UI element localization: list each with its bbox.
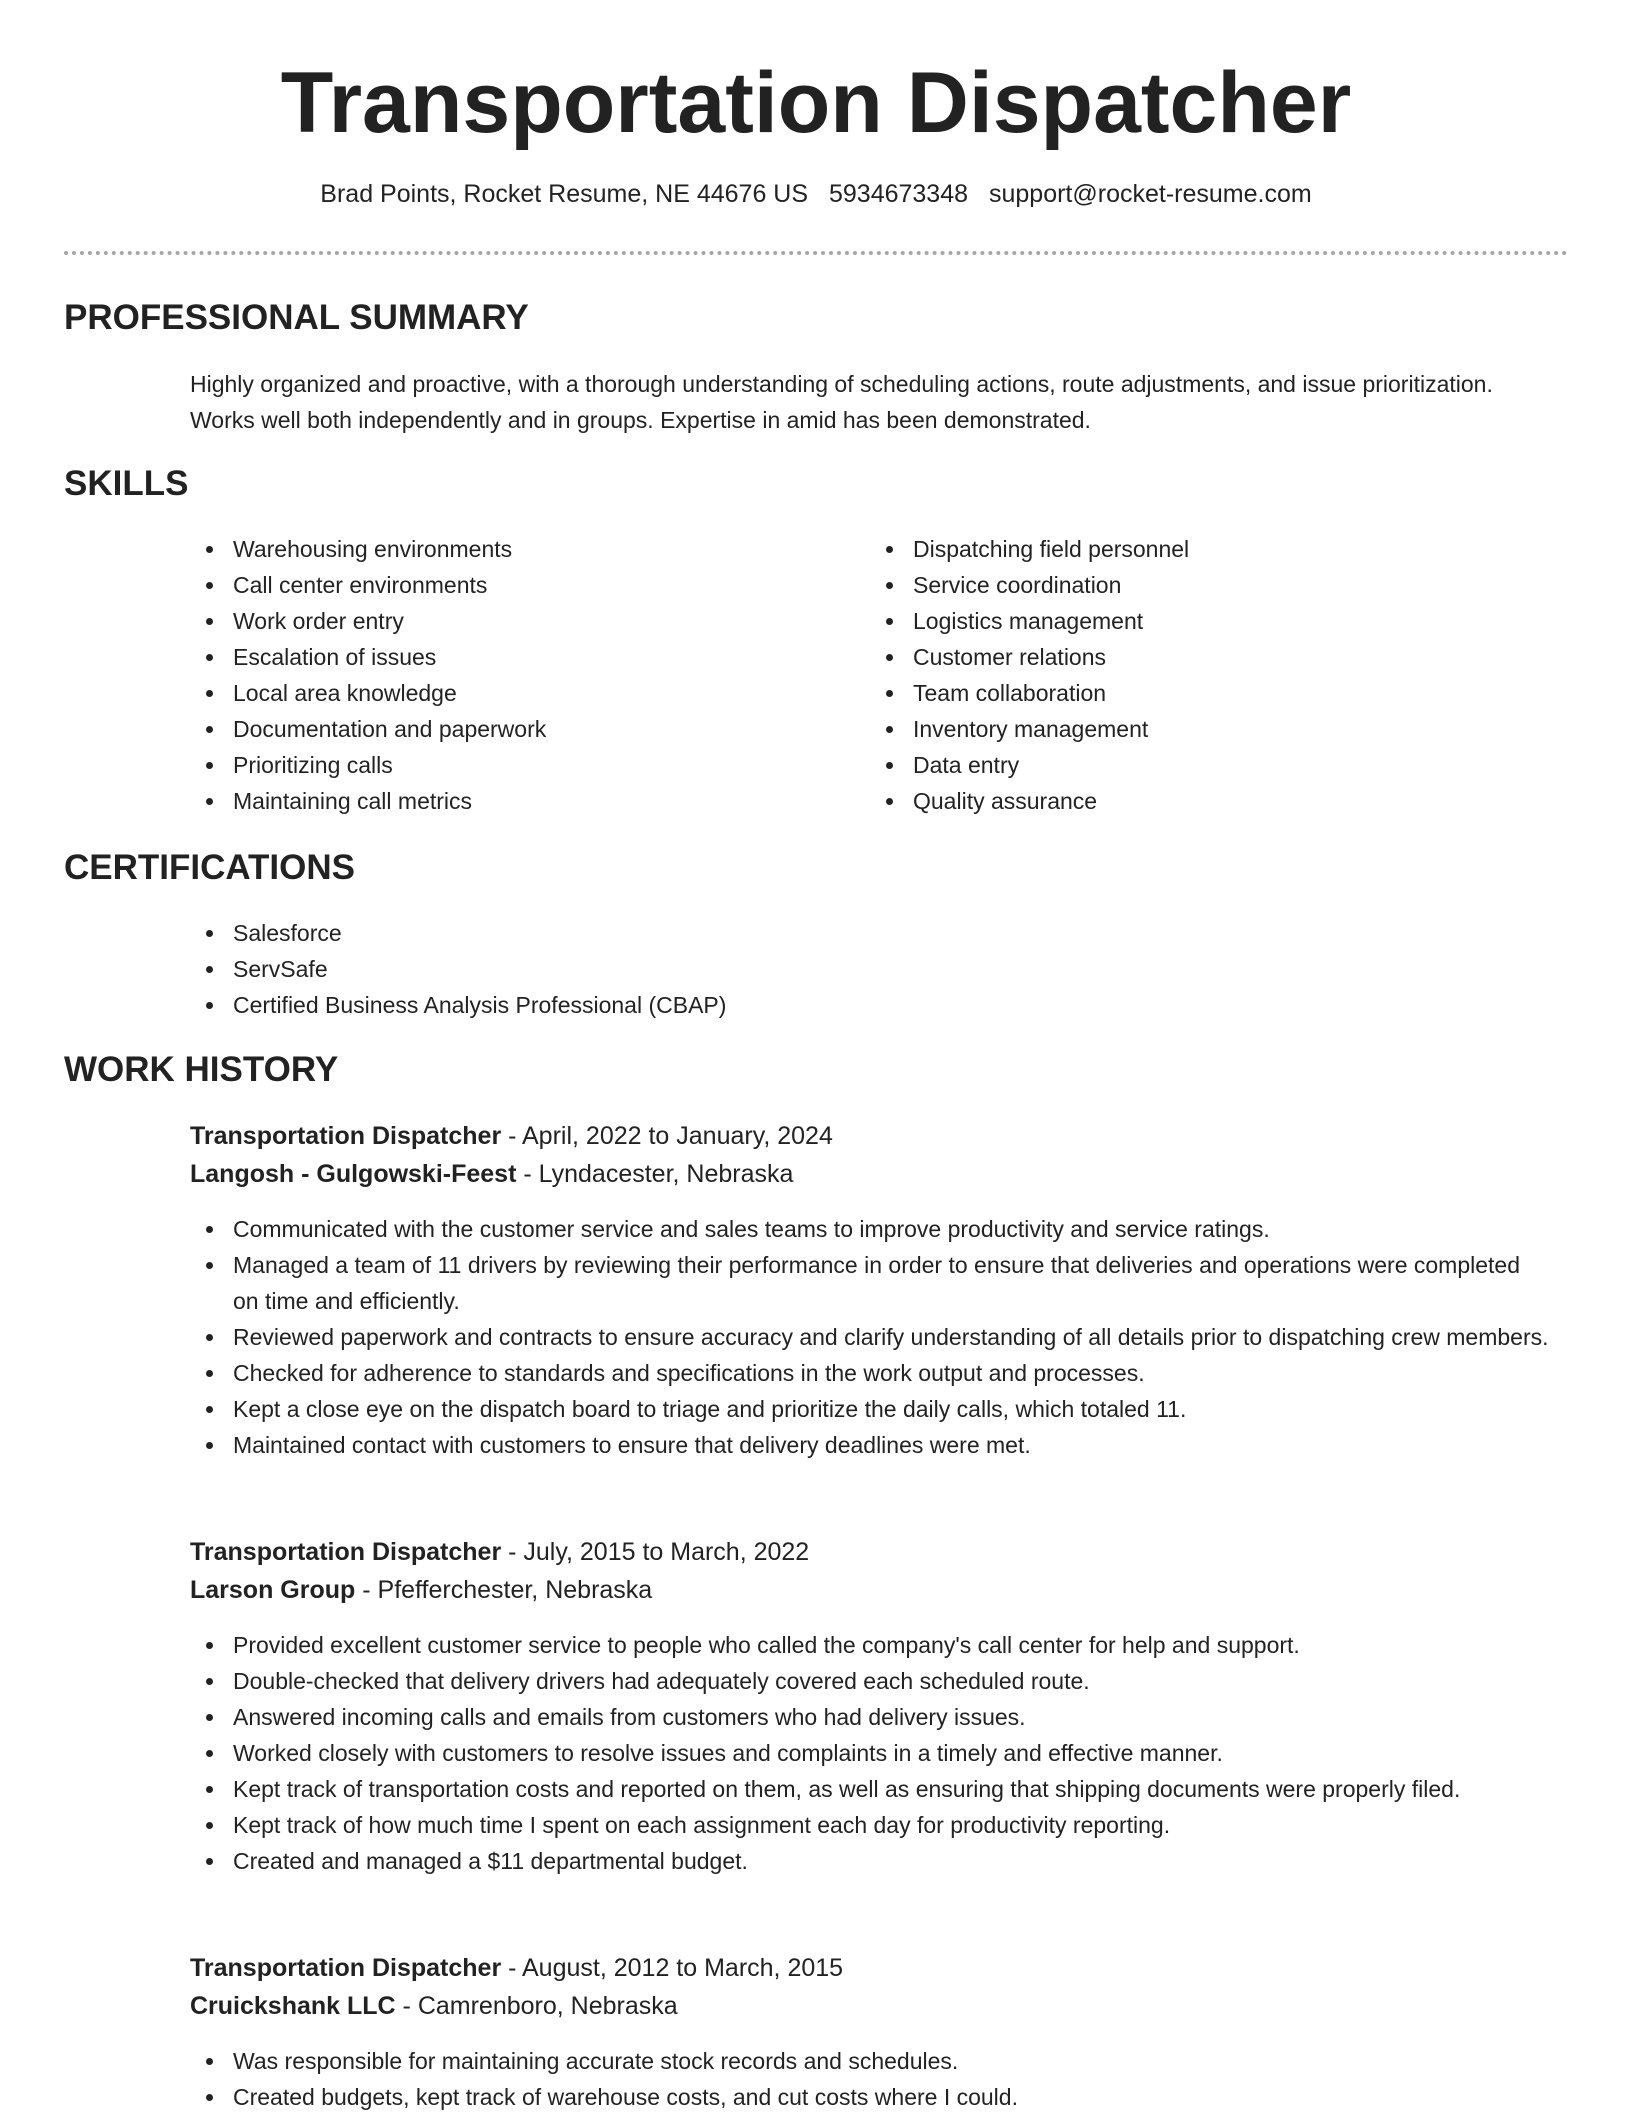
summary-heading: PROFESSIONAL SUMMARY xyxy=(64,298,529,337)
job-company: Langosh - Gulgowski-Feest xyxy=(190,1160,517,1188)
job-title-line xyxy=(190,1533,809,1571)
skill-item: Dispatching field personnel xyxy=(870,531,1530,567)
job-company-line xyxy=(190,1155,793,1193)
skill-item: Local area knowledge xyxy=(190,675,830,711)
job-location: - Lyndacester, Nebraska xyxy=(516,1160,794,1188)
job-bullets xyxy=(190,2043,1530,2115)
header-divider xyxy=(64,251,1568,255)
skill-item: Prioritizing calls xyxy=(190,747,830,783)
certification-item: Salesforce xyxy=(190,915,1530,951)
job-bullet: Provided excellent customer service to people who called the company's call center for help and support. xyxy=(190,1627,1530,1663)
job-title-line xyxy=(190,1117,833,1155)
skill-item: Team collaboration xyxy=(870,675,1530,711)
work-history-heading: WORK HISTORY xyxy=(64,1050,339,1089)
job-bullet: Kept a close eye on the dispatch board to triage and prioritize the daily calls, which totaled 11. xyxy=(190,1391,1550,1427)
job-company: Cruickshank LLC xyxy=(190,1992,396,2020)
job-bullet: Double-checked that delivery drivers had adequately covered each scheduled route. xyxy=(190,1663,1530,1699)
skill-item: Documentation and paperwork xyxy=(190,711,830,747)
job-bullets xyxy=(190,1627,1530,1879)
contact-email: support@rocket-resume.com xyxy=(988,180,1312,208)
job-location: - Camrenboro, Nebraska xyxy=(395,1992,678,2020)
skills-heading: SKILLS xyxy=(64,464,189,503)
skill-item: Service coordination xyxy=(870,567,1530,603)
skills-list-left xyxy=(190,531,830,819)
skills-list-right xyxy=(870,531,1530,819)
skill-item: Inventory management xyxy=(870,711,1530,747)
job-bullet: Kept track of how much time I spent on each assignment each day for productivity reporting. xyxy=(190,1807,1530,1843)
job-title-line xyxy=(190,1949,843,1987)
job-dates: - August, 2012 to March, 2015 xyxy=(501,1954,844,1982)
certification-item: ServSafe xyxy=(190,951,1530,987)
skill-item: Customer relations xyxy=(870,639,1530,675)
job-bullet: Kept track of transportation costs and reported on them, as well as ensuring that shipping documents were properly filed. xyxy=(190,1771,1530,1807)
job-bullet: Reviewed paperwork and contracts to ensure accuracy and clarify understanding of all details prior to dispatching crew members. xyxy=(190,1319,1550,1355)
certifications-list xyxy=(190,915,1530,1023)
summary-text: Highly organized and proactive, with a thorough understanding of scheduling actions, route adjustments, and issue prioritization. Works well both independently and in groups. Expertise in amid has been demonstrated. xyxy=(190,371,1493,433)
job-company-line xyxy=(190,1987,678,2025)
skill-item: Call center environments xyxy=(190,567,830,603)
job-company-line xyxy=(190,1571,652,1609)
skill-item: Data entry xyxy=(870,747,1530,783)
contact-phone: 5934673348 xyxy=(828,180,969,208)
job-dates: - April, 2022 to January, 2024 xyxy=(501,1122,833,1150)
certification-item: Certified Business Analysis Professional (CBAP) xyxy=(190,987,1530,1023)
skill-item: Warehousing environments xyxy=(190,531,830,567)
job-bullet: Maintained contact with customers to ensure that delivery deadlines were met. xyxy=(190,1427,1550,1463)
contact-address: Brad Points, Rocket Resume, NE 44676 US xyxy=(320,180,809,208)
skill-item: Logistics management xyxy=(870,603,1530,639)
job-bullets xyxy=(190,1211,1550,1463)
job-location: - Pfefferchester, Nebraska xyxy=(355,1576,653,1604)
certifications-heading: CERTIFICATIONS xyxy=(64,848,356,887)
job-title: Transportation Dispatcher xyxy=(190,1538,502,1566)
job-bullet: Answered incoming calls and emails from customers who had delivery issues. xyxy=(190,1699,1530,1735)
skill-item: Escalation of issues xyxy=(190,639,830,675)
job-bullet: Checked for adherence to standards and specifications in the work output and processes. xyxy=(190,1355,1550,1391)
job-bullet: Created and managed a $11 departmental budget. xyxy=(190,1843,1530,1879)
job-bullet: Was responsible for maintaining accurate stock records and schedules. xyxy=(190,2043,1530,2079)
job-dates: - July, 2015 to March, 2022 xyxy=(501,1538,810,1566)
skill-item: Work order entry xyxy=(190,603,830,639)
contact-line xyxy=(0,180,1632,209)
job-bullet: Communicated with the customer service and sales teams to improve productivity and service ratings. xyxy=(190,1211,1550,1247)
resume-title: Transportation Dispatcher xyxy=(280,55,1352,151)
skill-item: Maintaining call metrics xyxy=(190,783,830,819)
skill-item: Quality assurance xyxy=(870,783,1530,819)
job-title: Transportation Dispatcher xyxy=(190,1954,502,1982)
job-title: Transportation Dispatcher xyxy=(190,1122,502,1150)
job-bullet: Created budgets, kept track of warehouse costs, and cut costs where I could. xyxy=(190,2079,1530,2115)
job-bullet: Managed a team of 11 drivers by reviewing their performance in order to ensure that deliveries and operations were completed on time and efficiently. xyxy=(190,1247,1550,1319)
job-company: Larson Group xyxy=(190,1576,356,1604)
job-bullet: Worked closely with customers to resolve issues and complaints in a timely and effective manner. xyxy=(190,1735,1530,1771)
